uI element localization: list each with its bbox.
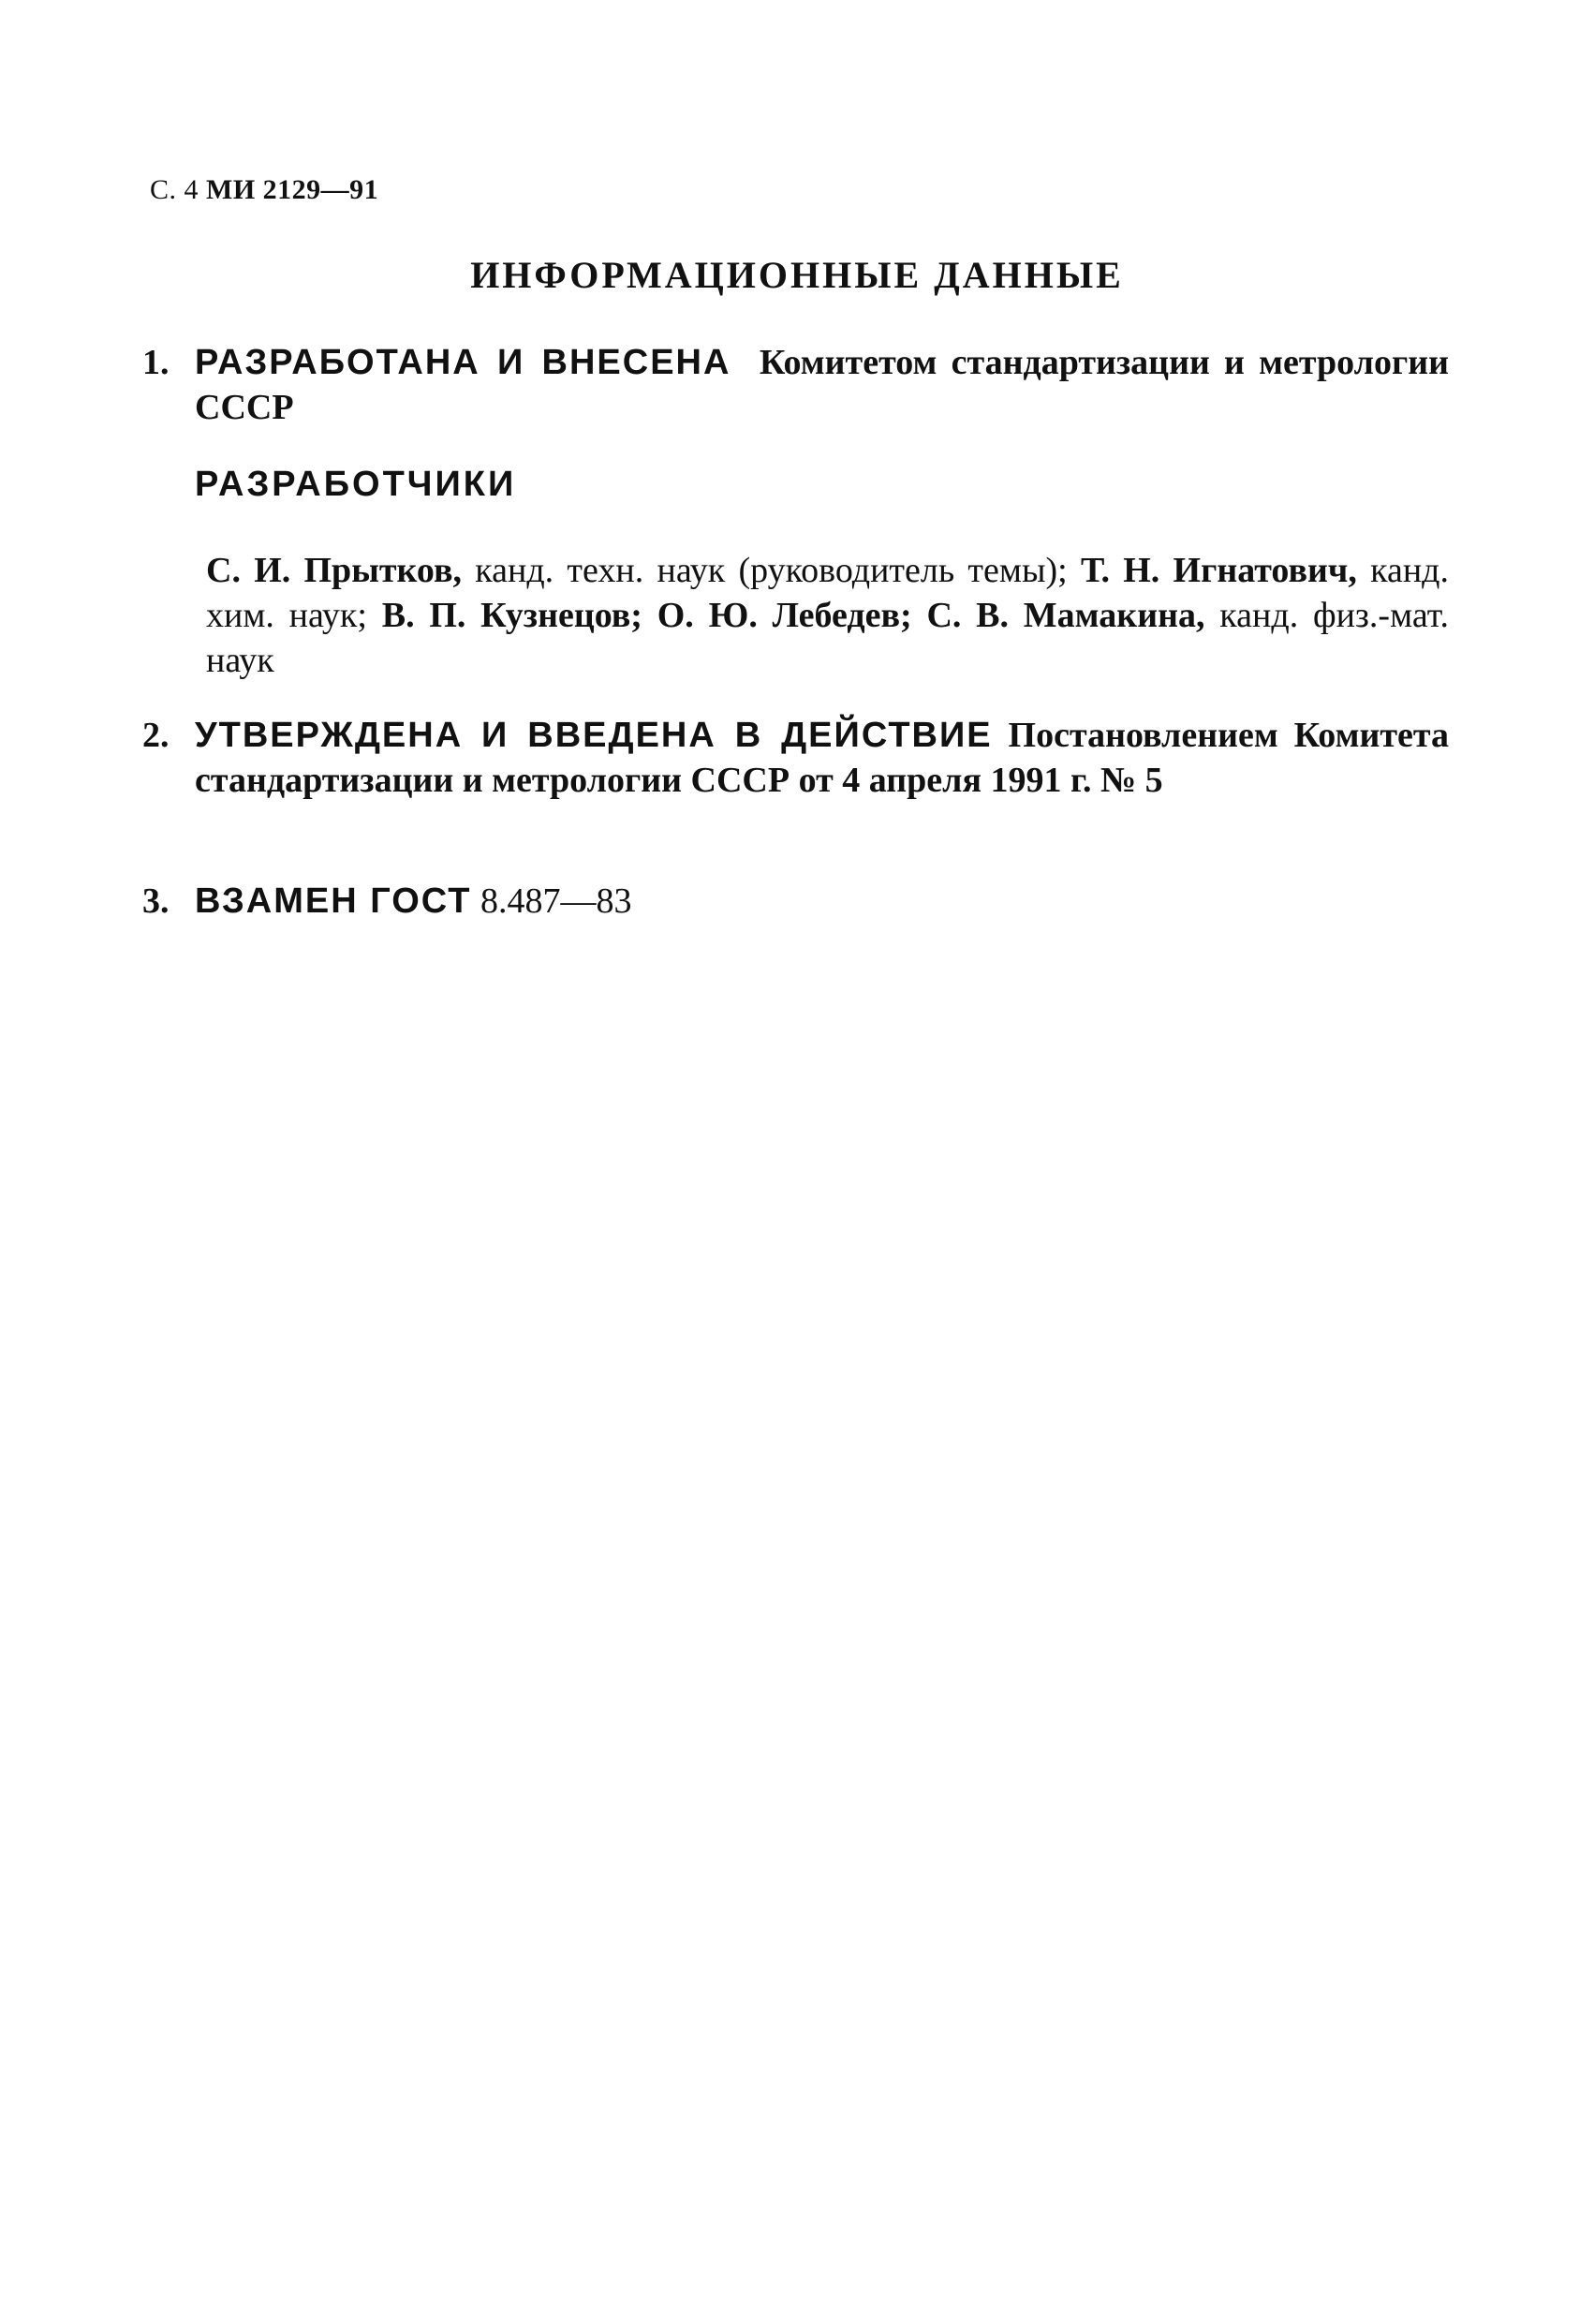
developer-name: С. И. Прытков, bbox=[206, 551, 462, 590]
item-body bbox=[195, 340, 1449, 430]
developer-degree: канд. физ.-мат. наук bbox=[206, 596, 1450, 680]
info-item-3 bbox=[142, 879, 1449, 924]
developer-degree: канд. техн. наук (руководитель темы); bbox=[475, 551, 1068, 590]
developers-heading: РАЗРАБОТЧИКИ bbox=[195, 465, 517, 504]
item-body bbox=[195, 879, 1449, 924]
info-item-2 bbox=[142, 713, 1449, 803]
item-heading: РАЗРАБОТАНА И ВНЕСЕНА bbox=[195, 343, 731, 382]
document-code: МИ 2129—91 bbox=[206, 174, 379, 205]
item-number: 3. bbox=[142, 881, 170, 921]
item-text: 8.487—83 bbox=[480, 881, 632, 921]
developer-degree: канд. хим. наук; bbox=[206, 551, 1450, 635]
developers-list bbox=[206, 548, 1449, 683]
page-number: С. 4 bbox=[150, 174, 199, 205]
item-number: 2. bbox=[142, 716, 170, 755]
item-heading: ВЗАМЕН ГОСТ bbox=[195, 881, 472, 921]
item-text: Комитетом стандартизации и метрологии СССР bbox=[195, 343, 1450, 427]
item-heading: УТВЕРЖДЕНА И ВВЕДЕНА В ДЕЙСТВИЕ bbox=[195, 716, 993, 755]
developer-name: В. П. Кузнецов; bbox=[381, 596, 642, 635]
item-body bbox=[195, 713, 1449, 803]
running-header bbox=[150, 174, 378, 206]
developer-name: О. Ю. Лебедев; bbox=[657, 596, 912, 635]
info-item-1 bbox=[142, 340, 1449, 430]
item-text: Постановлением Комитета стандартизации и метрологии СССР от 4 апреля 1991 г. № 5 bbox=[195, 716, 1450, 800]
developer-name: С. В. Мамакина, bbox=[926, 596, 1205, 635]
page-title: ИНФОРМАЦИОННЫЕ ДАННЫЕ bbox=[470, 254, 1124, 296]
developer-name: Т. Н. Игнатович, bbox=[1080, 551, 1357, 590]
item-number: 1. bbox=[142, 343, 170, 382]
